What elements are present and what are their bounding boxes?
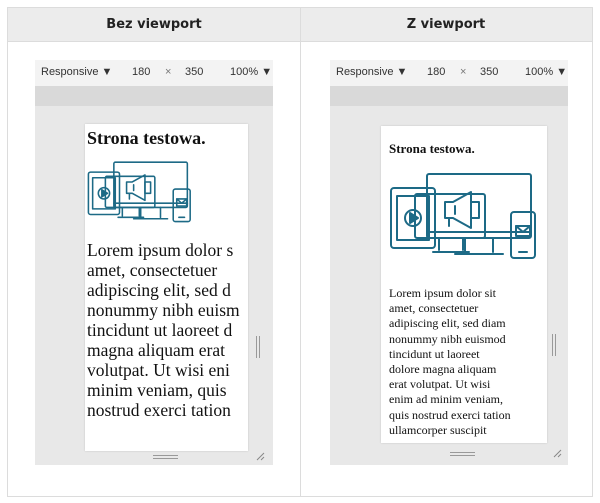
- devices-megaphone-illustration: [87, 154, 193, 234]
- device-emulator-no-viewport: [35, 60, 273, 465]
- text-line: Lorem ipsum dolor s: [87, 240, 234, 260]
- text-line: volutpat. Ut wisi eni: [87, 360, 230, 380]
- lorem-paragraph: [389, 286, 545, 438]
- text-line: minim veniam, quis: [87, 380, 227, 400]
- height-input[interactable]: 350: [480, 66, 499, 78]
- resize-handle-icon[interactable]: [552, 448, 562, 458]
- text-line: quis nostrud exerci tation: [389, 407, 511, 422]
- emulator-canvas: [35, 106, 273, 465]
- device-toolbar: [35, 60, 273, 86]
- devices-megaphone-illustration: [389, 172, 539, 266]
- text-line: adipiscing elit, sed d: [87, 280, 231, 300]
- text-line: nostrud exerci tation: [87, 400, 231, 420]
- width-input[interactable]: 180: [132, 66, 151, 78]
- resize-handle-icon[interactable]: [255, 451, 265, 461]
- dimension-separator: ×: [460, 66, 467, 78]
- zoom-select[interactable]: 100% ▼: [230, 66, 273, 78]
- page-viewport[interactable]: [381, 126, 547, 443]
- text-line: Lorem ipsum dolor sit: [389, 286, 496, 300]
- page-viewport[interactable]: [85, 124, 248, 451]
- text-line: amet, consectetuer: [87, 260, 218, 280]
- text-line: nonummy nibh euism: [87, 300, 240, 320]
- header-with-viewport: Z viewport: [406, 17, 486, 32]
- device-emulator-with-viewport: [330, 60, 568, 465]
- page-title: Strona testowa.: [389, 141, 475, 156]
- height-resize-handle[interactable]: [450, 452, 475, 456]
- device-select[interactable]: Responsive ▼: [336, 66, 408, 78]
- text-line: erat volutpat. Ut wisi: [389, 377, 491, 392]
- width-resize-handle[interactable]: [552, 334, 556, 356]
- dimension-separator: ×: [165, 66, 172, 78]
- width-resize-handle[interactable]: [256, 336, 260, 358]
- media-query-bar: [330, 86, 568, 106]
- text-line: amet, consectetuer: [389, 301, 479, 316]
- text-line: ullamcorper suscipit: [389, 422, 487, 437]
- column-divider: [300, 8, 301, 496]
- text-line: tincidunt ut laoreet d: [87, 320, 233, 340]
- device-toolbar: [330, 60, 568, 86]
- page-title: Strona testowa.: [87, 128, 206, 148]
- text-line: enim ad minim veniam,: [389, 392, 503, 407]
- zoom-select[interactable]: 100% ▼: [525, 66, 568, 78]
- text-line: magna aliquam erat: [87, 340, 225, 360]
- emulator-canvas: [330, 106, 568, 465]
- text-line: tincidunt ut laoreet: [389, 346, 480, 361]
- height-resize-handle[interactable]: [153, 455, 178, 459]
- text-line: adipiscing elit, sed diam: [389, 316, 506, 331]
- height-input[interactable]: 350: [185, 66, 204, 78]
- width-input[interactable]: 180: [427, 66, 446, 78]
- device-select[interactable]: Responsive ▼: [41, 66, 113, 78]
- header-no-viewport: Bez viewport: [106, 17, 202, 32]
- media-query-bar: [35, 86, 273, 106]
- text-line: nonummy nibh euismod: [389, 331, 506, 346]
- text-line: dolore magna aliquam: [389, 362, 497, 377]
- lorem-paragraph: [87, 240, 248, 420]
